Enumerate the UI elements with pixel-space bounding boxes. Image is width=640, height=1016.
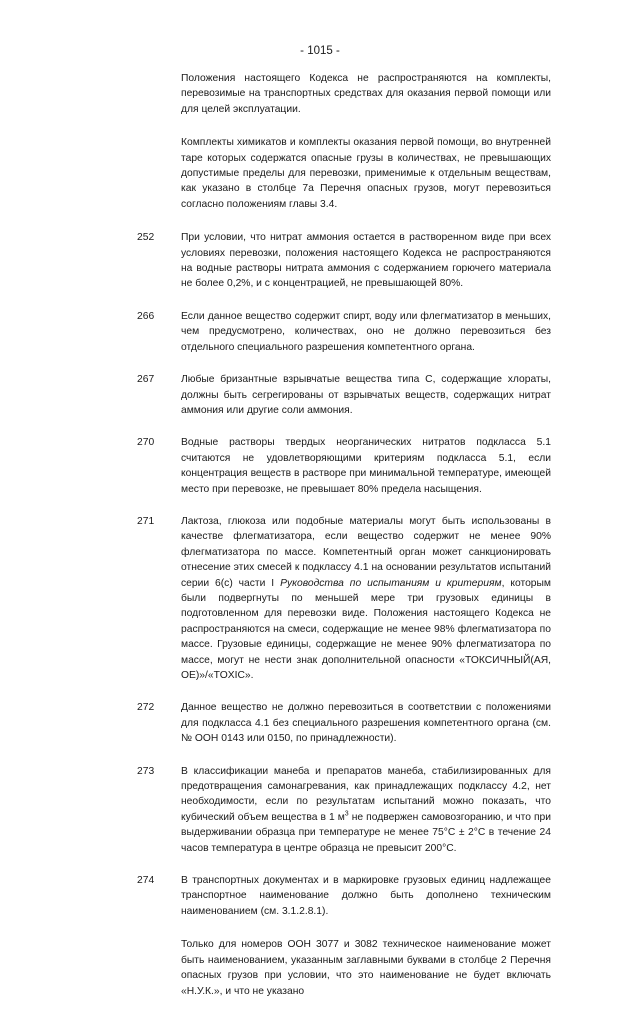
provision-266	[0, 309, 640, 355]
provision-number: 274	[137, 875, 155, 887]
provision-270	[0, 435, 640, 497]
manual-title: Руководства по испытаниям и критериям	[280, 577, 502, 589]
provision-text: В транспортных документах и в маркировке грузовых единиц надлежащее транспортное наименование должно быть дополнено техническим наименованием (см. 3.1.2.8.1).	[181, 875, 551, 917]
provision-text	[181, 764, 551, 856]
superscript: 3	[344, 810, 349, 818]
provision-text: При условии, что нитрат аммония остается в растворенном виде при всех условиях перевозки, положения настоящего Кодекса не распространяются на водные растворы нитрата аммония с содержанием горючего материала не более 0,2%, и с концентрацией, не превышающей 80%.	[181, 232, 551, 290]
provision-text: Если данное вещество содержит спирт, воду или флегматизатор в меньших, чем предусмотрено, количествах, оно не должно перевозиться без отдельного специального разрешения компетентного органа.	[181, 310, 551, 353]
provision-272	[0, 700, 640, 746]
intro-paragraph-2: Комплекты химикатов и комплекты оказания первой помощи, во внутренней таре которых содержатся опасные грузы в количествах, не превышающих допустимые пределы для перевозки, применимые к отдельным веществам, как указано в столбце 7а Перечня опасных грузов, могут перевозиться согласно положениям главы 3.4.	[181, 137, 551, 210]
provision-text-part: не подвержен самовозгоранию, и что при выдерживании образца при температуре не менее 75°С ± 2°С в течение 24 часов температура в центре образца не превысит 200°С.	[181, 811, 551, 854]
provision-text	[181, 514, 551, 683]
provision-number: 266	[137, 310, 155, 322]
intro-text	[181, 71, 551, 212]
provision-252	[0, 230, 640, 292]
intro-paragraph-1: Положения настоящего Кодекса не распространяются на комплекты, перевозимые на транспортных средствах для оказания первой помощи или для целей эксплуатации.	[181, 73, 551, 115]
page-number: - 1015 -	[300, 45, 340, 57]
provision-text-part: , которым были подвергнуты по меньшей мере три грузовых единицы в подготовленном для перевозки виде. Положения настоящего Кодекса не распространяются на смеси, содержащие не менее 98% флегматизатора по массе. Грузовые единицы, содержащие не менее 90% флегматизатора по массе, могут не нести знак дополнительной опасности «ТОКСИЧНЫЙ(АЯ, ОЕ)»/«TOXIC».	[181, 577, 551, 681]
provision-number: 272	[137, 702, 155, 714]
provision-number: 252	[137, 232, 155, 244]
provision-number: 273	[137, 765, 155, 777]
provision-267	[0, 372, 640, 418]
provision-text-part: Лактоза, глюкоза или подобные материалы могут быть использованы в качестве флегматизатора, если вещество содержит не менее 90% флегматизатора по массе. Компетентный орган может санкционировать отнесение этих смесей к подклассу 4.1 на основании результатов испытаний серии 6(с) части I	[181, 515, 551, 589]
provision-number: 267	[137, 374, 155, 386]
provision-274	[0, 873, 640, 999]
provision-271	[0, 514, 640, 683]
provision-273	[0, 764, 640, 856]
document-body	[0, 71, 640, 1016]
provision-text-part: В классификации манеба и препаратов манеба, стабилизированных для предотвращения самонагревания, как принадлежащих подклассу 4.2, нет необходимости, если по результатам испытаний можно показать, что кубический объем вещества в 1 м	[181, 765, 551, 823]
provision-text-continued: Только для номеров ООН 3077 и 3082 техническое наименование может быть наименованием, указанным заглавными буквами в столбце 2 Перечня опасных грузов при условии, что это наименование не будет включать «Н.У.К.», и что не указано	[181, 939, 551, 997]
provision-number: 270	[137, 437, 155, 449]
intro-section	[0, 71, 640, 212]
provision-number: 271	[137, 515, 155, 527]
provision-text: Данное вещество не должно перевозиться в соответствии с положениями для подкласса 4.1 без специального разрешения компетентного органа (см. № ООН 0143 или 0150, по принадлежности).	[181, 702, 551, 745]
provision-text: Водные растворы твердых неорганических нитратов подкласса 5.1 считаются не удовлетворяющими критериям подкласса 5.1, если концентрация веществ в растворе при минимальной температуре, имеющей место при перевозке, не превышает 80% предела насыщения.	[181, 437, 551, 495]
provision-text: Любые бризантные взрывчатые вещества типа С, содержащие хлораты, должны быть сегрегированы от взрывчатых веществ, содержащих нитрат аммония или другие соли аммония.	[181, 374, 551, 416]
